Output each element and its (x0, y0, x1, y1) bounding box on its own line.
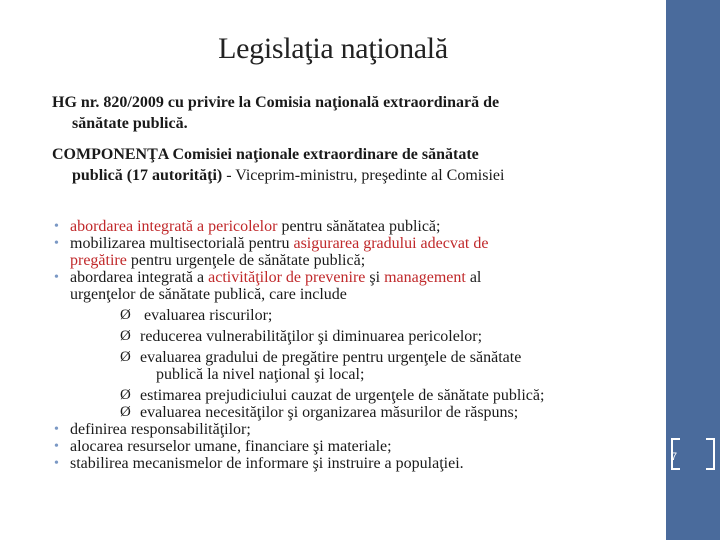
bullet-item-4 (50, 421, 650, 438)
bullet-list (50, 218, 650, 472)
sub-item-3 (50, 349, 650, 383)
paragraph-componenta (52, 144, 632, 186)
componenta-bold-cont: publică (17 autorităţi) (72, 167, 223, 184)
sub-text-3-cont: publică la nivel naţional şi local; (156, 366, 365, 383)
componenta-normal: - Viceprim-ministru, preşedinte al Comisiei (222, 167, 505, 184)
b3-red2: management (384, 269, 466, 286)
arrow-icon: Ø (120, 404, 131, 420)
arrow-icon: Ø (120, 387, 131, 403)
bullet-icon: • (54, 439, 59, 454)
hg-bold-cont: sănătate publică. (72, 115, 188, 132)
paragraph-hg (52, 92, 632, 134)
b4-text: definirea responsabilităţilor; (70, 421, 251, 438)
b3-mid: şi (365, 269, 385, 286)
b5-text: alocarea resurselor umane, financiare şi materiale; (70, 438, 392, 455)
sub-text-4: estimarea prejudiciului cauzat de urgenţele de sănătate publică; (140, 387, 545, 404)
sub-item-5 (50, 404, 650, 421)
b3-pre: abordarea integrată a (70, 269, 209, 286)
b2-rest: pentru urgenţele de sănătate publică; (126, 252, 366, 269)
sub-item-2 (50, 328, 650, 345)
bullet-icon: • (54, 422, 59, 437)
bullet-item-5 (50, 438, 650, 455)
sub-text-3: evaluarea gradului de pregătire pentru urgenţele de sănătate (140, 349, 522, 366)
b3-red1: activităţilor de prevenire (208, 269, 366, 286)
arrow-icon: Ø (120, 349, 131, 365)
hg-bold: HG nr. 820/2009 cu privire la Comisia naţională extraordinară de (52, 94, 500, 111)
bullet-item-1 (50, 218, 650, 235)
b1-red: abordarea integrată a pericolelor (70, 218, 278, 235)
arrow-icon: Ø (120, 328, 131, 344)
bullet-icon: • (54, 270, 59, 285)
sub-item-1 (50, 307, 650, 324)
b2-red1: asigurarea gradului adecvat de (293, 235, 489, 252)
bracket-right (706, 438, 715, 470)
sub-text-2: reducerea vulnerabilităţilor şi diminuarea pericolelor; (140, 328, 483, 345)
b1-rest: pentru sănătatea publică; (277, 218, 441, 235)
page-number-box (671, 438, 715, 472)
bullet-icon: • (54, 456, 59, 471)
page-number: 7 (671, 451, 678, 463)
slide-title: Legislaţia naţională (218, 32, 448, 65)
bullet-icon: • (54, 219, 59, 234)
b3-rest1: al (465, 269, 482, 286)
componenta-bold: COMPONENŢA Comisiei naţionale extraordinare de sănătate (52, 146, 479, 163)
arrow-icon: Ø (120, 307, 131, 323)
sub-text-1: evaluarea riscurilor; (144, 307, 273, 324)
b2-red2: pregătire (70, 252, 127, 269)
sub-item-4 (50, 387, 650, 404)
b2-pre: mobilizarea multisectorială pentru (70, 235, 294, 252)
b3-rest2: urgenţelor de sănătate publică, care include (70, 286, 347, 303)
bullet-icon: • (54, 236, 59, 251)
bullet-item-6 (50, 455, 650, 472)
bullet-item-3 (50, 269, 650, 303)
b6-text: stabilirea mecanismelor de informare şi instruire a populaţiei. (70, 455, 464, 472)
bullet-item-2 (50, 235, 650, 269)
sub-text-5: evaluarea necesităţilor şi organizarea măsurilor de răspuns; (140, 404, 519, 421)
